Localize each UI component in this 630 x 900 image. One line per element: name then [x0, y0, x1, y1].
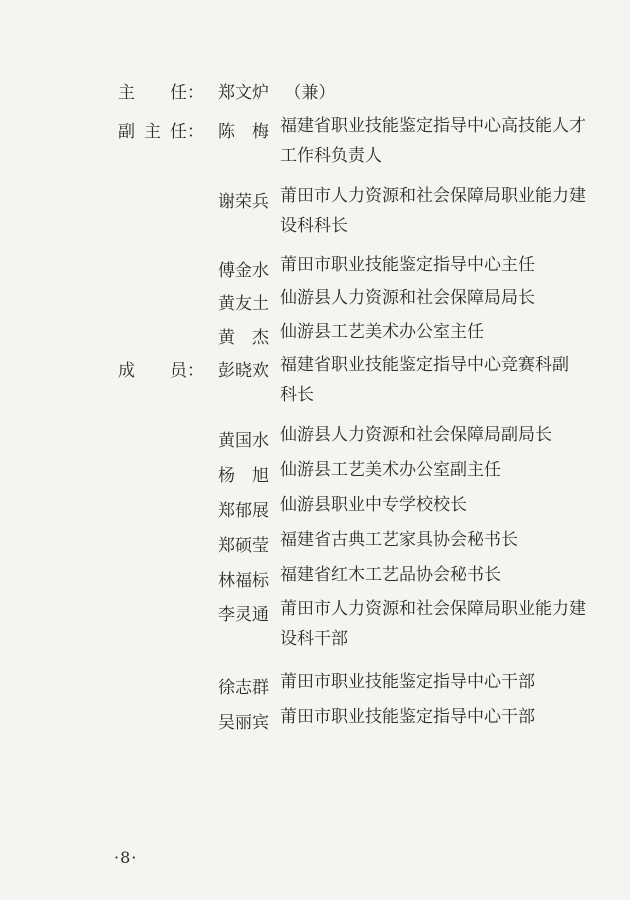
person-name: 黄 杰 — [218, 328, 269, 348]
person-name: 傅金水 — [218, 261, 269, 281]
role-label-vice-chair — [118, 117, 204, 142]
person-title: 莆田市职业技能鉴定指导中心主任 — [280, 255, 535, 275]
person-name: 林福标 — [218, 571, 269, 591]
role-char: 主 — [118, 83, 135, 103]
chair-name-line — [218, 78, 335, 103]
person-title: 福建省职业技能鉴定指导中心竞赛科副科长 — [280, 355, 569, 405]
chair-note: （兼） — [284, 83, 336, 103]
person-title: 莆田市职业技能鉴定指导中心干部 — [280, 707, 535, 727]
person-title: 仙游县人力资源和社会保障局副局长 — [280, 425, 552, 445]
role-char: 主 — [144, 122, 161, 142]
person-title: 仙游县人力资源和社会保障局局长 — [280, 288, 535, 308]
person-title: 莆田市人力资源和社会保障局职业能力建设科科长 — [280, 186, 586, 236]
role-char: 任： — [170, 83, 204, 103]
person-title: 福建省古典工艺家具协会秘书长 — [280, 530, 518, 550]
person-name: 李灵通 — [218, 605, 269, 625]
person-title: 莆田市职业技能鉴定指导中心干部 — [280, 672, 535, 692]
person-title: 仙游县工艺美术办公室主任 — [280, 322, 484, 342]
person-name: 徐志群 — [218, 678, 269, 698]
role-label-members — [118, 356, 204, 381]
person-name: 郑硕莹 — [218, 536, 269, 556]
person-name: 杨 旭 — [218, 466, 269, 486]
person-name: 郑郁展 — [218, 501, 269, 521]
person-name: 彭晓欢 — [218, 361, 269, 381]
person-title: 福建省红木工艺品协会秘书长 — [280, 565, 501, 585]
role-label-chair — [118, 78, 204, 103]
person-name: 黄国水 — [218, 431, 269, 451]
role-char: 副 — [118, 122, 135, 142]
person-name: 陈 梅 — [218, 122, 269, 142]
role-char: 员： — [170, 361, 204, 381]
role-char: 任： — [170, 122, 204, 142]
person-title: 仙游县职业中专学校校长 — [280, 495, 467, 515]
person-title: 福建省职业技能鉴定指导中心高技能人才工作科负责人 — [280, 116, 586, 166]
chair-name: 郑文炉 — [218, 83, 269, 103]
page-number: ·8· — [114, 848, 138, 867]
person-name: 吴丽宾 — [218, 713, 269, 733]
person-title: 仙游县工艺美术办公室副主任 — [280, 460, 501, 480]
role-char: 成 — [118, 361, 135, 381]
person-name: 谢荣兵 — [218, 192, 269, 212]
person-title: 莆田市人力资源和社会保障局职业能力建设科干部 — [280, 599, 586, 649]
person-name: 黄友土 — [218, 294, 269, 314]
